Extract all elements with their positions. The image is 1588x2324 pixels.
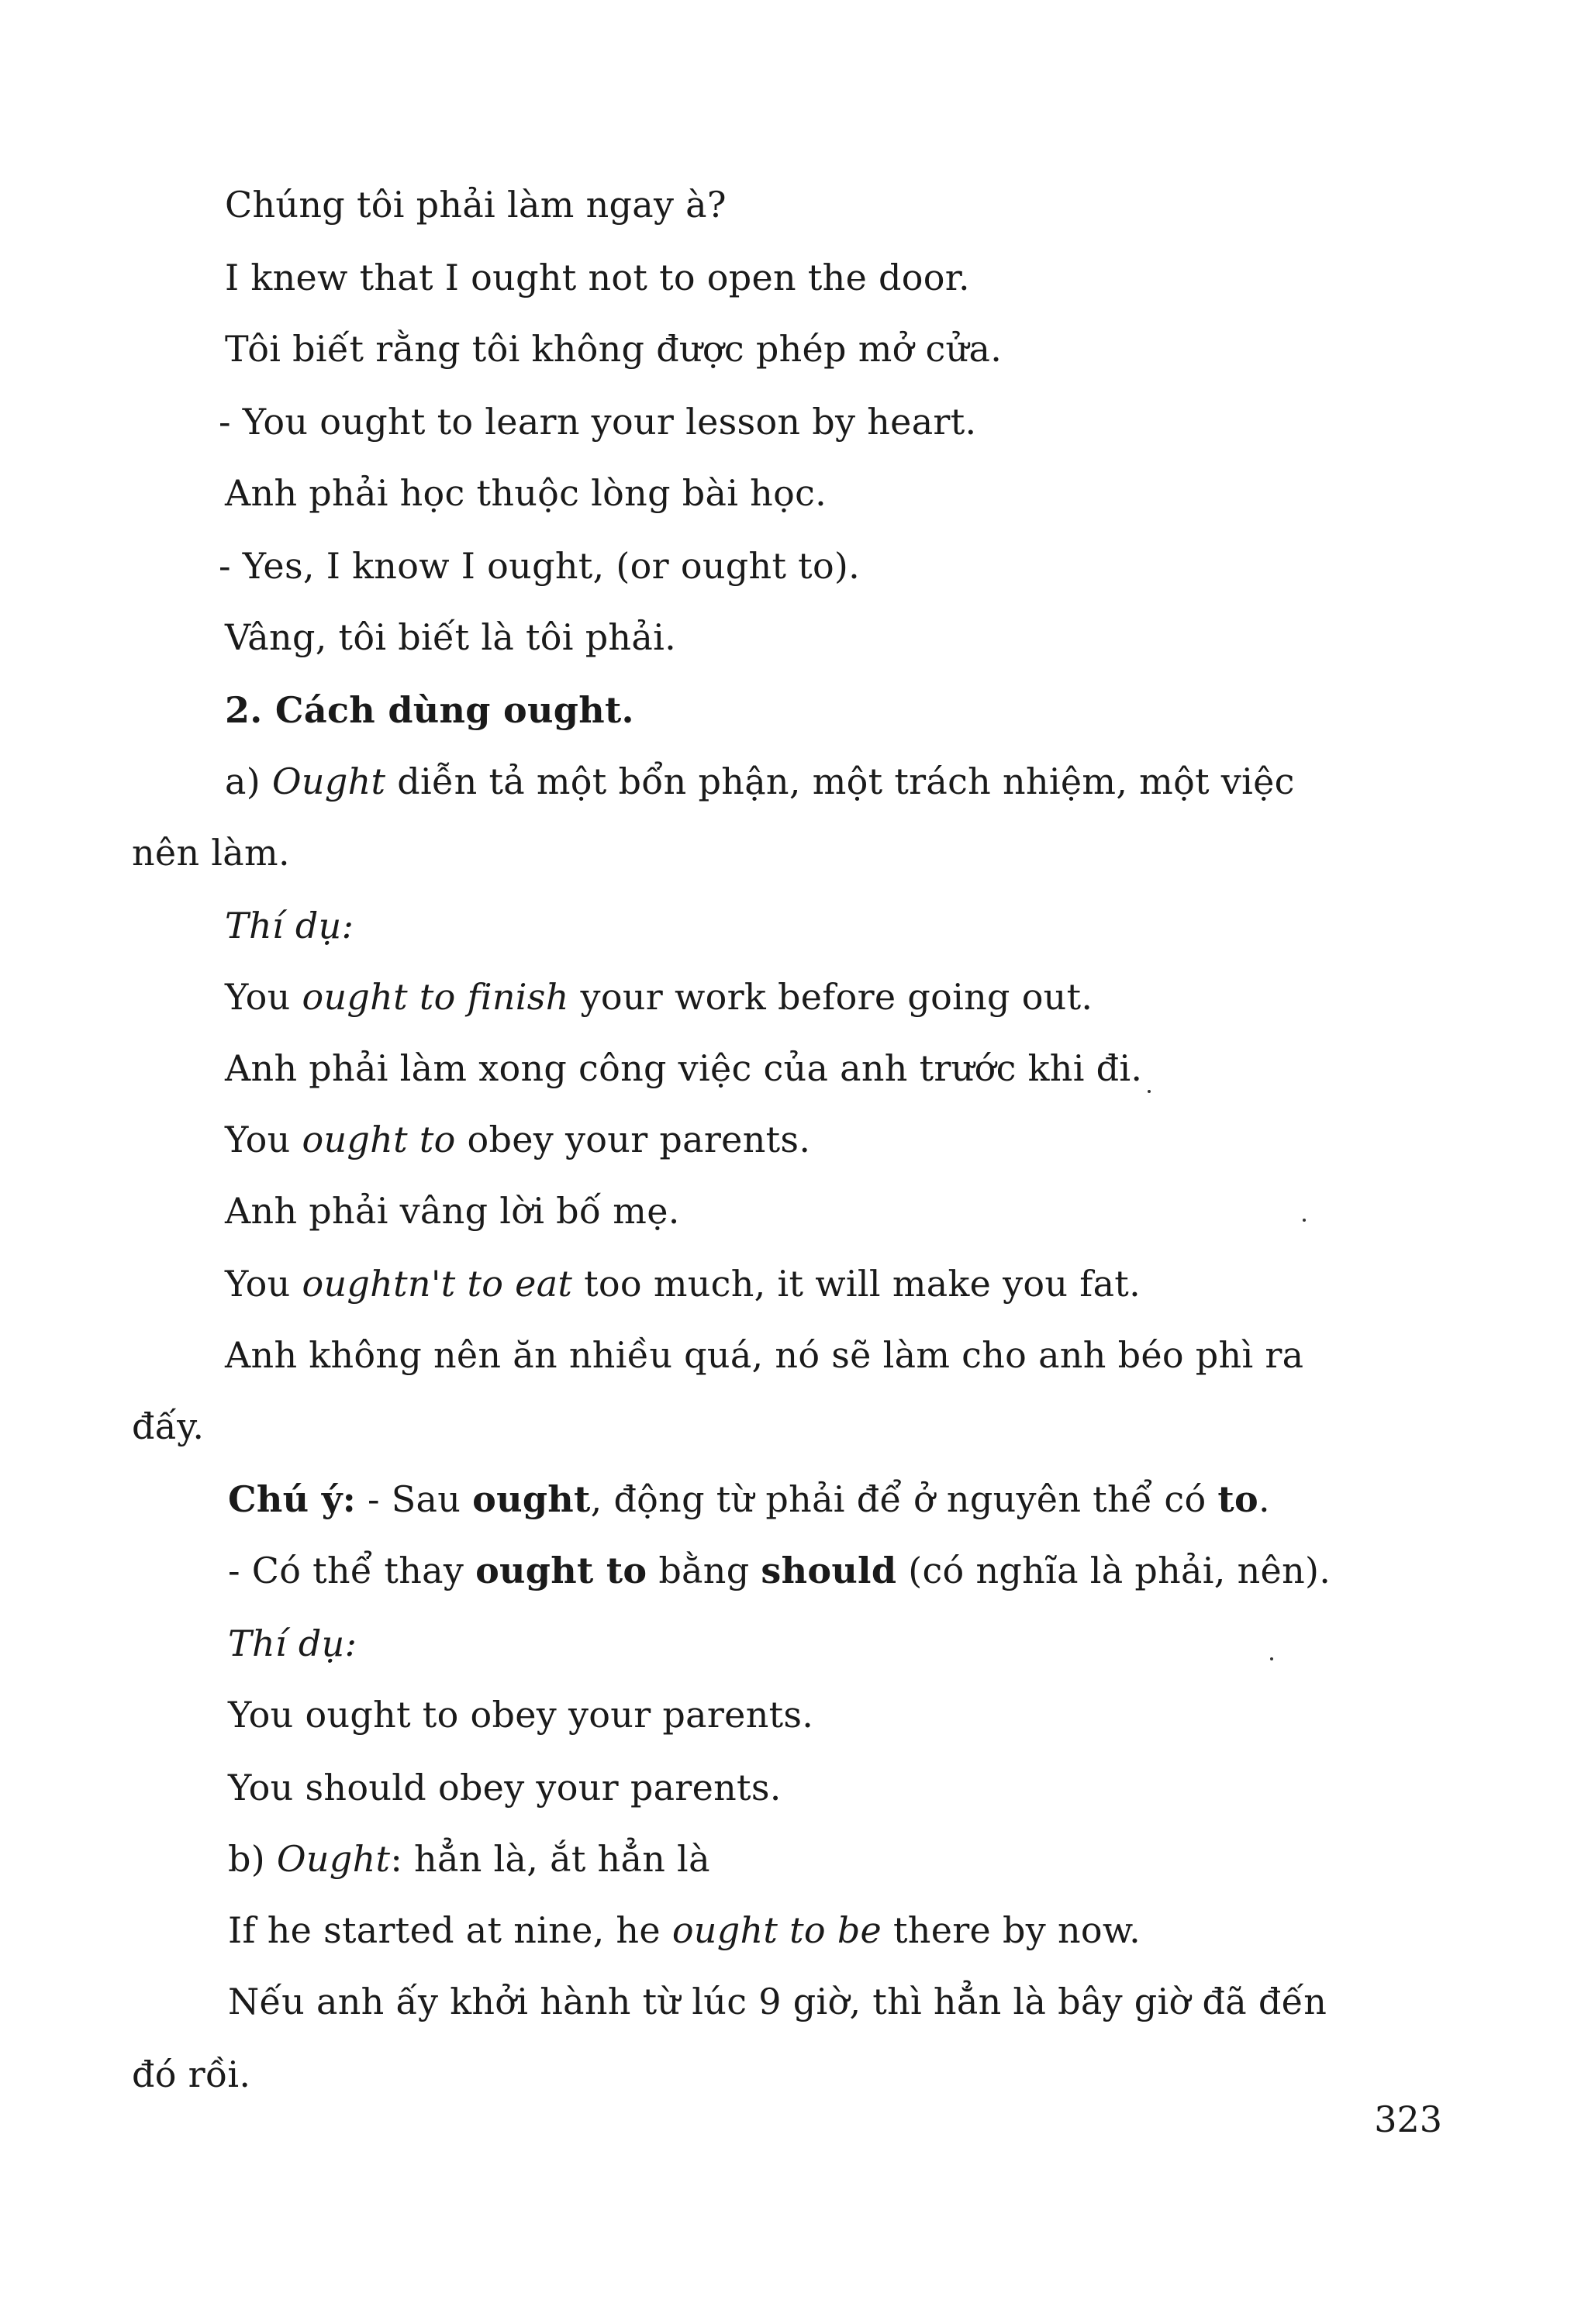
text-line: b) Ought: hẳn là, ắt hẳn là	[228, 1838, 710, 1880]
text-line: Tôi biết rằng tôi không được phép mở cửa.	[225, 328, 1003, 370]
scan-speck	[1303, 1219, 1306, 1222]
text-line: Chúng tôi phải làm ngay à?	[225, 184, 727, 226]
text-line: đó rồi.	[132, 2053, 251, 2095]
scan-speck	[1148, 1090, 1151, 1093]
page-number: 323	[1374, 2098, 1442, 2140]
text-line: - Yes, I know I ought, (or ought to).	[219, 545, 861, 587]
section-heading: 2. Cách dùng ought.	[225, 689, 634, 731]
text-line: If he started at nine, he ought to be there by now.	[228, 1909, 1141, 1951]
paragraph-line	[225, 758, 1450, 805]
text-line: You ought to obey your parents.	[228, 1694, 814, 1736]
text-line: - You ought to learn your lesson by heart.	[219, 401, 977, 443]
note-line: Chú ý: - Sau ought, động từ phải để ở nguyên thể có to.	[228, 1478, 1270, 1520]
text-line: You oughtn't to eat too much, it will make you fat.	[225, 1263, 1141, 1305]
text-line: Anh phải học thuộc lòng bài học.	[225, 472, 827, 514]
text-line: You ought to finish your work before going out.	[225, 976, 1093, 1018]
text-line: Anh phải làm xong công việc của anh trước khi đi.	[225, 1047, 1143, 1089]
text-line: Anh phải vâng lời bố mẹ.	[225, 1190, 680, 1232]
example-label: Thí dụ:	[228, 1622, 357, 1664]
note-line: - Có thể thay ought to bằng should (có nghĩa là phải, nên).	[228, 1550, 1331, 1591]
text-line: You ought to obey your parents.	[225, 1119, 811, 1160]
paragraph-text: a) Ought diễn tả một bổn phận, một trách nhiệm, một việc	[225, 760, 1295, 802]
text-line: Anh không nên ăn nhiều quá, nó sẽ làm cho anh béo phì ra	[225, 1334, 1304, 1376]
text-line: Vâng, tôi biết là tôi phải.	[225, 616, 677, 658]
example-label: Thí dụ:	[225, 905, 354, 946]
text-line: You should obey your parents.	[228, 1767, 782, 1809]
text-line: đấy.	[132, 1405, 205, 1447]
text-line: Nếu anh ấy khởi hành từ lúc 9 giờ, thì hẳn là bây giờ đã đến	[228, 1981, 1327, 2022]
text-line: nên làm.	[132, 832, 290, 874]
scan-speck	[1270, 1657, 1273, 1660]
text-line: I knew that I ought not to open the door.	[225, 257, 970, 298]
